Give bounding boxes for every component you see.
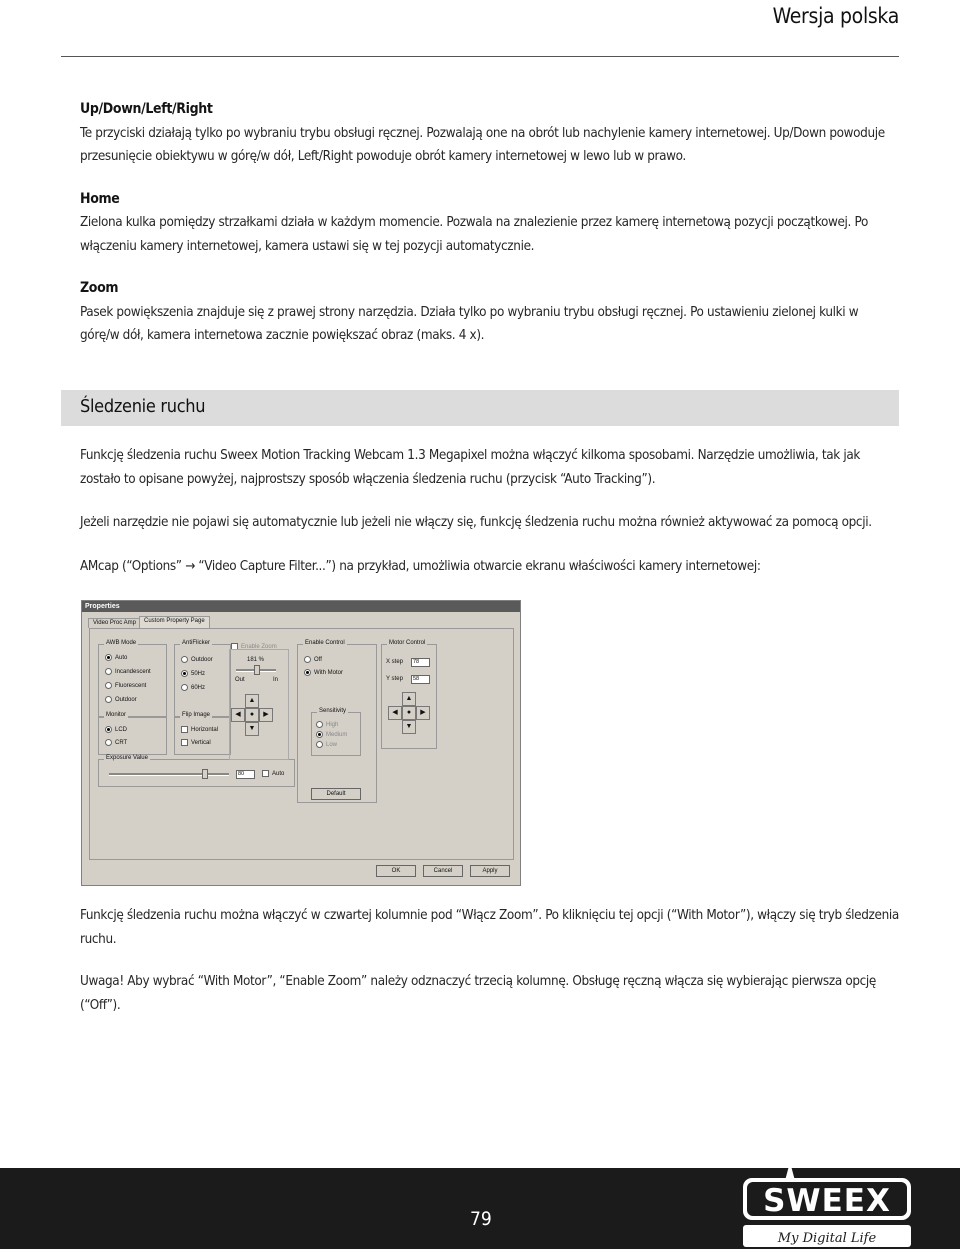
heading-home: Home (80, 190, 120, 207)
antiflicker-label: AntiFlicker (182, 640, 211, 646)
option-label: Vertical (191, 740, 211, 747)
motor-up-button[interactable]: ▲ (402, 692, 416, 706)
dialog-title: Properties (82, 601, 520, 612)
awb-auto-radio[interactable] (105, 654, 127, 661)
sensitivity-low-radio[interactable] (316, 741, 337, 748)
awb-mode-label: AWB Mode (106, 640, 137, 646)
option-label: Incandescent (115, 669, 151, 676)
flip-image-label: Flip Image (182, 712, 211, 718)
pan-left-button[interactable]: ◀ (231, 708, 245, 722)
awb-fluorescent-radio[interactable] (105, 682, 146, 689)
option-label: Outdoor (115, 697, 137, 704)
exposure-group (98, 755, 295, 787)
control-off-radio[interactable] (304, 656, 322, 663)
option-label: Outdoor (191, 657, 213, 664)
option-label: High (326, 722, 339, 729)
sensitivity-high-radio[interactable] (316, 721, 338, 728)
radio-icon (181, 670, 188, 677)
option-label: LCD (115, 727, 128, 734)
pan-up-button[interactable]: ▲ (245, 694, 259, 708)
radio-icon (181, 684, 188, 691)
motor-control-group (381, 640, 437, 749)
monitor-lcd-radio[interactable] (105, 726, 127, 733)
content (80, 98, 900, 348)
motor-right-button[interactable]: ▶ (416, 706, 430, 720)
option-label: Auto (272, 771, 285, 778)
paragraph-zoom: Pasek powiększenia znajduje się z prawej strony narzędzia. Działa tylko po wybraniu trybu obsługi ręcznej. Po ustawieniu zielonej kulki w górę/w dół, kamera internetowa zacznie powiększać obraz (maks. 4 x). (80, 304, 859, 343)
content-3 (80, 904, 900, 1017)
paragraph-with-motor: Funkcję śledzenia ruchu można włączyć w czwartej kolumnie pod “Włącz Zoom”. Po kliknięciu tej opcji (“With Motor”), włączy się tryb śledzenia ruchu. (80, 908, 899, 947)
checkbox-icon (181, 726, 188, 733)
pan-down-button[interactable]: ▼ (245, 722, 259, 736)
radio-icon (304, 656, 311, 663)
sensitivity-label: Sensitivity (319, 708, 347, 714)
motor-left-button[interactable]: ◀ (388, 706, 402, 720)
amcap-text-a: AMcap (“Options” (80, 558, 182, 574)
radio-icon (105, 726, 112, 733)
control-with-motor-radio[interactable] (304, 669, 343, 676)
antiflicker-outdoor-radio[interactable] (181, 656, 213, 663)
option-label: With Motor (314, 670, 344, 677)
awb-incandescent-radio[interactable] (105, 668, 151, 675)
monitor-label: Monitor (106, 712, 127, 718)
sensitivity-medium-radio[interactable] (316, 731, 347, 738)
motor-control-label: Motor Control (389, 640, 426, 646)
paragraph-amcap (80, 555, 900, 579)
properties-dialog (81, 600, 521, 886)
option-label: Off (314, 657, 322, 664)
option-label: Enable Zoom (241, 644, 277, 651)
pan-right-button[interactable]: ▶ (259, 708, 273, 722)
section-title: Śledzenie ruchu (80, 396, 206, 417)
header-rule (61, 56, 899, 57)
tab-panel (89, 628, 514, 860)
antiflicker-50hz-radio[interactable] (181, 670, 205, 677)
exposure-label: Exposure Value (106, 755, 148, 761)
sensitivity-group (311, 708, 361, 756)
radio-icon (105, 668, 112, 675)
paragraph-tracking-intro: Funkcję śledzenia ruchu Sweex Motion Tracking Webcam 1.3 Megapixel można włączyć kilkoma sposobami. Narzędzie umożliwia, tak jak zostało to opisane powyżej, najprostszy sposób włączenia śledzenia ruchu (przycisk “Auto Tracking”). (80, 448, 861, 487)
zoom-group (229, 649, 289, 760)
radio-icon (105, 654, 112, 661)
apply-button[interactable]: Apply (470, 865, 510, 877)
default-button[interactable]: Default (311, 788, 361, 800)
exposure-slider-thumb[interactable] (202, 769, 208, 779)
awb-mode-group (98, 640, 167, 718)
section-band (61, 390, 899, 426)
flip-vertical-checkbox[interactable] (181, 739, 211, 746)
radio-icon (316, 721, 323, 728)
exposure-auto-checkbox[interactable] (262, 770, 284, 777)
option-label: Low (326, 742, 338, 749)
heading-zoom: Zoom (80, 280, 119, 296)
radio-icon (105, 739, 112, 746)
paragraph-up-down: Te przyciski działają tylko po wybraniu trybu obsługi ręcznej. Pozwalają one na obrót lub nachylenie kamery internetowej. Up/Down powoduje przesunięcie obiektywu w górę/w dół, Left/Right powoduje obrót kamery internetowej w lewo lub w prawo. (80, 125, 885, 164)
radio-icon (181, 656, 188, 663)
exposure-value-field[interactable]: 80 (236, 770, 255, 779)
radio-icon (105, 696, 112, 703)
option-label: CRT (115, 740, 128, 747)
paragraph-home: Zielona kulka pomiędzy strzałkami działa w każdym momencie. Pozwala na znalezienie przez kamerę internetową pozycji początkowej. Po włączeniu kamery internetowej, kamera ustawi się w tej pozycji automatycznie. (80, 215, 868, 254)
checkbox-icon (181, 739, 188, 746)
enable-control-group (297, 640, 377, 803)
content-2 (80, 444, 900, 578)
radio-icon (105, 682, 112, 689)
antiflicker-group (174, 640, 231, 718)
page-header-title: Wersja polska (772, 4, 899, 28)
flip-horizontal-checkbox[interactable] (181, 726, 218, 733)
monitor-crt-radio[interactable] (105, 739, 127, 746)
motor-home-button[interactable]: ● (402, 706, 416, 720)
tab-custom-property-page[interactable]: Custom Property Page (139, 616, 210, 628)
zoom-in-label: In (273, 677, 279, 683)
ok-button[interactable]: OK (376, 865, 416, 877)
option-label: Fluorescent (115, 683, 147, 690)
y-step-label: Y step (386, 676, 403, 682)
heading-up-down: Up/Down/Left/Right (80, 101, 213, 117)
cancel-button[interactable]: Cancel (423, 865, 463, 877)
radio-icon (316, 741, 323, 748)
logo-tagline: My Digital Life (777, 1231, 877, 1246)
option-label: 50Hz (191, 671, 206, 678)
sweex-logo (740, 1150, 920, 1249)
awb-outdoor-radio[interactable] (105, 696, 137, 703)
exposure-slider-track[interactable] (109, 773, 229, 776)
y-step-field[interactable]: 58 (411, 675, 430, 684)
amcap-text-b: “Video Capture Filter...”) na przykład, umożliwia otwarcie ekranu właściwości kamery internetowej: (198, 558, 761, 574)
zoom-value: 181 % (247, 657, 265, 663)
page-number: 79 (470, 1208, 492, 1230)
home-button[interactable]: ● (245, 708, 259, 722)
radio-icon (304, 669, 311, 676)
flip-image-group (174, 712, 231, 755)
radio-icon (316, 731, 323, 738)
option-label: 60Hz (191, 685, 206, 692)
option-label: Auto (115, 655, 128, 662)
x-step-field[interactable]: 78 (411, 658, 430, 667)
checkbox-icon (262, 770, 269, 777)
zoom-slider-thumb[interactable] (254, 665, 260, 675)
option-label: Medium (326, 732, 348, 739)
motor-down-button[interactable]: ▼ (402, 720, 416, 734)
tab-video-proc-amp[interactable]: Video Proc Amp (88, 618, 141, 628)
paragraph-tracking-options: Jeżeli narzędzie nie pojawi się automatycznie lub jeżeli nie włączy się, funkcję śledzenia ruchu można również aktywować za pomocą opcji. (80, 515, 872, 530)
option-label: Horizontal (191, 727, 219, 734)
x-step-label: X step (386, 659, 404, 665)
zoom-out-label: Out (235, 677, 245, 683)
arrow-icon: → (185, 558, 195, 574)
antiflicker-60hz-radio[interactable] (181, 684, 205, 691)
monitor-group (98, 712, 167, 755)
paragraph-note: Uwaga! Aby wybrać “With Motor”, “Enable Zoom” należy odznaczyć trzecią kolumnę. Obsługę ręczną włącza się wybierając pierwsza opcję (“Off”). (80, 974, 876, 1013)
enable-control-label: Enable Control (305, 640, 345, 646)
logo-text: SWEEX (763, 1183, 891, 1219)
